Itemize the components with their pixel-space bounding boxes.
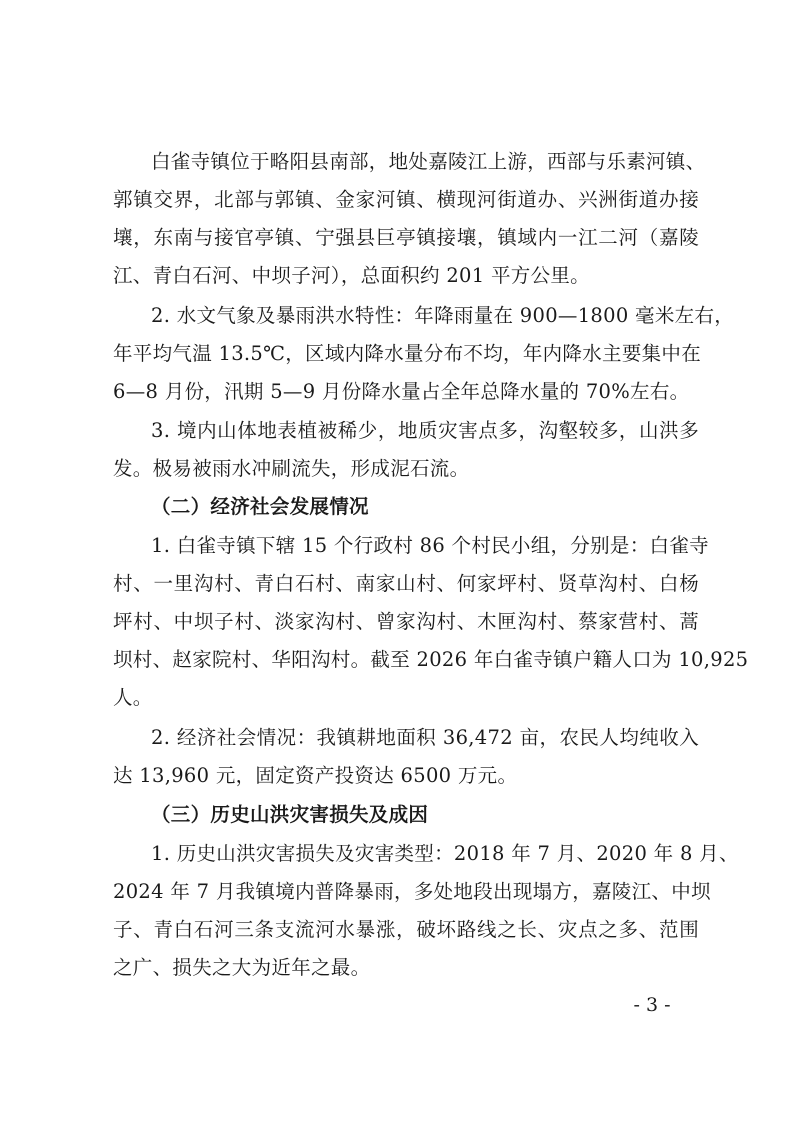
paragraph-line: 2. 经济社会情况：我镇耕地面积 36,472 亩，农民人均纯收入 xyxy=(151,726,699,749)
paragraph-line: 3. 境内山体地表植被稀少，地质灾害点多，沟壑较多，山洪多 xyxy=(151,419,699,442)
paragraph-line: 1. 白雀寺镇下辖 15 个行政村 86 个村民小组，分别是：白雀寺 xyxy=(151,534,709,557)
paragraph-line: 白雀寺镇位于略阳县南部，地处嘉陵江上游，西部与乐素河镇、 xyxy=(151,150,706,173)
page-number: - 3 - xyxy=(633,994,671,1016)
paragraph-line: 郭镇交界，北部与郭镇、金家河镇、横现河街道办、兴洲街道办接 xyxy=(113,188,699,211)
paragraph-line: 江、青白石河、中坝子河），总面积约 201 平方公里。 xyxy=(113,264,590,287)
paragraph-line: 达 13,960 元，固定资产投资达 6500 万元。 xyxy=(113,764,518,787)
paragraph-line: 坪村、中坝子村、淡家沟村、曾家沟村、木匣沟村、蔡家营村、蒿 xyxy=(113,610,699,633)
paragraph-line: 村、一里沟村、青白石村、南家山村、何家坪村、贤草沟村、白杨 xyxy=(113,572,699,595)
paragraph-line: 人。 xyxy=(113,686,153,709)
paragraph-line: 坝村、赵家院村、华阳沟村。截至 2026 年白雀寺镇户籍人口为 10,925 xyxy=(113,648,749,671)
paragraph-line: 2024 年 7 月我镇境内普降暴雨，多处地段出现塌方，嘉陵江、中坝 xyxy=(113,880,711,903)
paragraph-line: 1. 历史山洪灾害损失及灾害类型：2018 年 7 月、2020 年 8 月、 xyxy=(151,842,739,865)
paragraph-line: 6—8 月份，汛期 5—9 月份降水量占全年总降水量的 70%左右。 xyxy=(113,380,690,403)
paragraph-line: 之广、损失之大为近年之最。 xyxy=(113,956,371,979)
paragraph-line: 子、青白石河三条支流河水暴涨，破坏路线之长、灾点之多、范围 xyxy=(113,918,699,941)
paragraph-line: 2. 水文气象及暴雨洪水特性：年降雨量在 900—1800 毫米左右， xyxy=(151,304,735,327)
paragraph-line: 壤，东南与接官亭镇、宁强县巨亭镇接壤，镇域内一江二河（嘉陵 xyxy=(113,226,699,249)
section-heading: （三）历史山洪灾害损失及成因 xyxy=(151,803,429,826)
paragraph-line: 年平均气温 13.5℃，区域内降水量分布不均，年内降水主要集中在 xyxy=(113,342,702,365)
paragraph-line: 发。极易被雨水冲刷流失，形成泥石流。 xyxy=(113,457,470,480)
section-heading: （二）经济社会发展情况 xyxy=(151,495,369,518)
